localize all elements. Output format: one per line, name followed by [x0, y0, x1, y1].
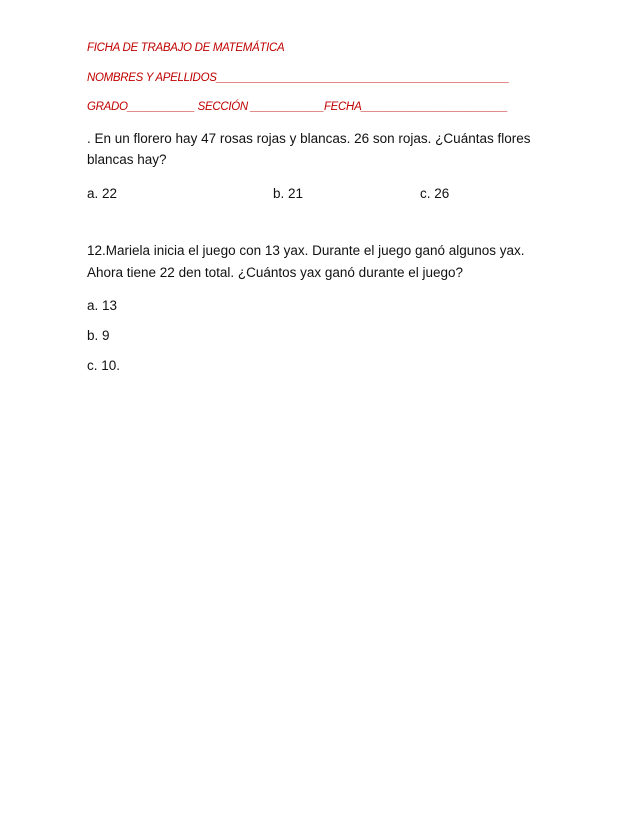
names-field-line: NOMBRES Y APELLIDOS________________________________________________: [87, 72, 510, 84]
question1-text-line2: blancas hay?: [87, 152, 167, 167]
question2-option-b: b. 9: [87, 328, 110, 343]
worksheet-title: FICHA DE TRABAJO DE MATEMÁTICA: [87, 42, 285, 54]
grade-section-date-line: GRADO___________ SECCIÓN ____________FECHA________________________: [87, 101, 508, 113]
question1-option-a: a. 22: [87, 186, 118, 201]
question2-text-line2: Ahora tiene 22 den total. ¿Cuántos yax ganó durante el juego?: [87, 265, 464, 280]
question1-text-line1: . En un florero hay 47 rosas rojas y blancas. 26 son rojas. ¿Cuántas flores: [87, 131, 531, 146]
question2-text-line1: 12.Mariela inicia el juego con 13 yax. Durante el juego ganó algunos yax.: [87, 243, 525, 258]
question2-option-c: c. 10.: [87, 358, 121, 373]
question1-option-c: c. 26: [420, 186, 450, 201]
question2-option-a: a. 13: [87, 298, 118, 313]
question1-option-b: b. 21: [273, 186, 304, 201]
